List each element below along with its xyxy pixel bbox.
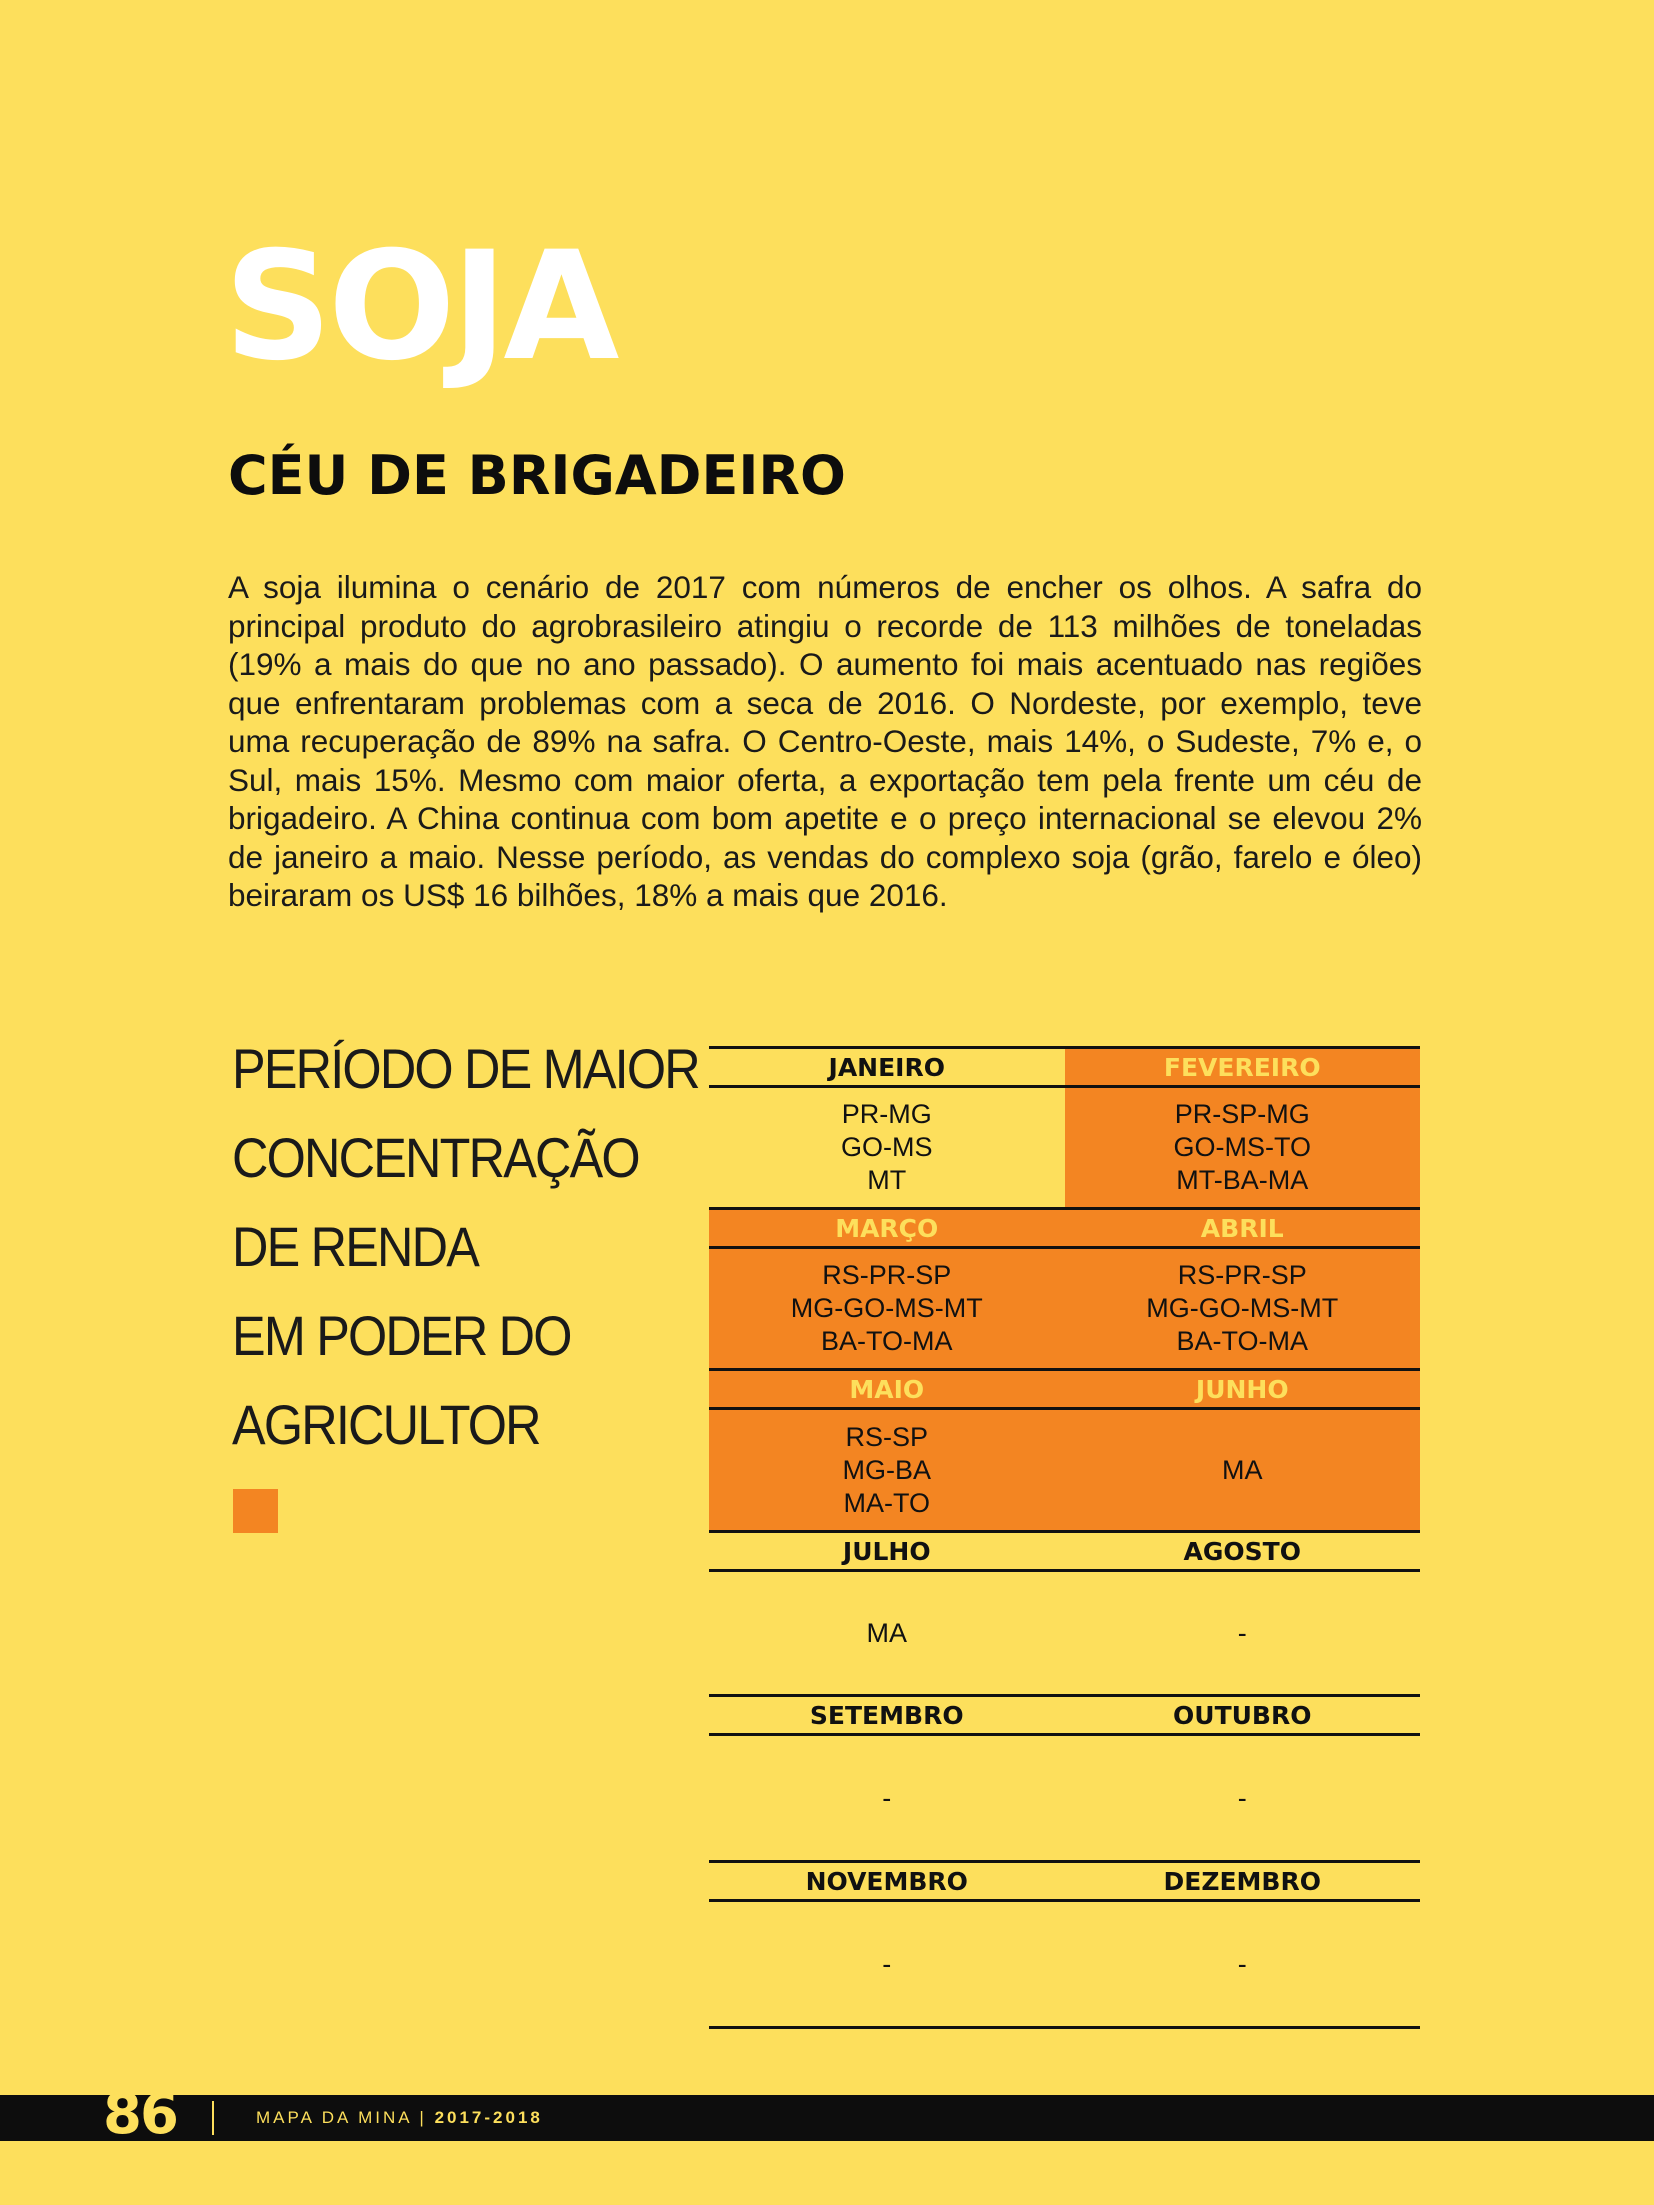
state-list-line: GO-MS [841,1132,933,1162]
state-list-line: - [882,1782,892,1813]
state-list-line: MA [866,1617,907,1648]
state-list-line: - [1237,1948,1247,1979]
month-label: AGOSTO [1183,1536,1301,1566]
month-label: JULHO [842,1536,931,1566]
state-list-line: RS-PR-SP [822,1260,952,1290]
month-label: MAIO [709,1371,1065,1407]
state-list-line: RS-SP [845,1421,929,1452]
calendar-bottom-rule [709,2026,1420,2029]
month-states-cell [709,1902,1065,2026]
month-label: JUNHO [1065,1371,1421,1407]
calendar-body-row [709,1736,1420,1860]
month-states-cell [709,1410,1065,1530]
month-label: MARÇO [709,1210,1065,1246]
calendar-heading-line: EM PODER DO [232,1304,571,1367]
state-list-line: - [882,1948,892,1979]
month-states-cell [709,1736,1065,1860]
footer-divider [212,2101,214,2135]
month-states-cell [1065,1902,1421,2026]
state-list-line: MG-GO-MS-MT [1146,1293,1339,1323]
state-list-line: MG-BA [842,1454,931,1485]
state-list-line: GO-MS-TO [1173,1132,1311,1162]
month-states-cell [1065,1572,1421,1694]
month-states-cell [1065,1410,1421,1530]
state-list-line: - [1237,1782,1247,1813]
month-label: DEZEMBRO [1163,1866,1321,1896]
month-states-cell [1065,1088,1421,1207]
calendar-header-row [709,1860,1420,1902]
state-list-line: MA-TO [843,1487,930,1518]
page-number: 86 [103,2082,177,2147]
calendar-header-row [709,1207,1420,1249]
calendar-header-row [709,1694,1420,1736]
publication-years: 2017-2018 [434,2108,543,2127]
state-list-line: MT-BA-MA [1176,1165,1309,1195]
state-list-line: BA-TO-MA [1176,1326,1308,1356]
state-list-line: - [1237,1617,1247,1648]
calendar-body-row [709,1088,1420,1207]
month-label: OUTUBRO [1173,1700,1312,1730]
month-states-cell [709,1249,1065,1368]
harvest-calendar-table [709,1046,1420,2029]
page-title: SOJA [224,220,616,394]
calendar-heading-line: CONCENTRAÇÃO [232,1126,639,1189]
footer-publication [256,2104,543,2132]
state-list-line: BA-TO-MA [820,1326,953,1356]
calendar-header-row [709,1046,1420,1088]
month-states-cell [709,1088,1065,1207]
calendar-body-row [709,1572,1420,1694]
calendar-body-row [709,1902,1420,2026]
month-states-cell [1065,1736,1421,1860]
calendar-header-row [709,1530,1420,1572]
footer-separator: | [419,2108,427,2127]
month-label: JANEIRO [828,1052,945,1082]
calendar-heading-line: AGRICULTOR [232,1393,540,1456]
calendar-body-row [709,1249,1420,1368]
article-subtitle: CÉU DE BRIGADEIRO [228,444,846,507]
publication-name: MAPA DA MINA [256,2108,412,2127]
calendar-heading-line: DE RENDA [232,1215,479,1278]
state-list-line: RS-PR-SP [1177,1260,1307,1290]
month-states-cell [1065,1249,1421,1368]
month-label: NOVEMBRO [805,1866,968,1896]
calendar-header-row [709,1368,1420,1410]
state-list-line: MA [1222,1454,1263,1485]
calendar-heading-line: PERÍODO DE MAIOR [232,1037,699,1100]
state-list-line: PR-MG [841,1099,932,1129]
article-body: A soja ilumina o cenário de 2017 com números de encher os olhos. A safra do principal produto do agrobrasileiro atingiu o recorde de 113 milhões de toneladas (19% a mais do que no ano passado). O aumento foi mais acentuado nas regiões que enfrentaram problemas com a seca de 2016. O Nordeste, por exemplo, teve uma recuperação de 89% na safra. O Centro-Oeste, mais 14%, o Sudeste, 7% e, o Sul, mais 15%. Mesmo com maior oferta, a exportação tem pela frente um céu de brigadeiro. A China continua com bom apetite e o preço internacional se elevou 2% de janeiro a maio. Nesse período, as vendas do complexo soja (grão, farelo e óleo) beiraram os US$ 16 bilhões, 18% a mais que 2016. [228,569,1422,913]
footer-bar [0,2095,1654,2141]
legend-highlight-swatch [233,1489,278,1533]
calendar-heading [232,1024,699,1469]
state-list-line: PR-SP-MG [1174,1099,1310,1129]
month-label: SETEMBRO [809,1700,964,1730]
month-states-cell [709,1572,1065,1694]
calendar-body-row [709,1410,1420,1530]
month-label: FEVEREIRO [1065,1049,1421,1085]
state-list-line: MT [867,1165,907,1195]
month-label: ABRIL [1065,1210,1421,1246]
state-list-line: MG-GO-MS-MT [790,1293,983,1323]
